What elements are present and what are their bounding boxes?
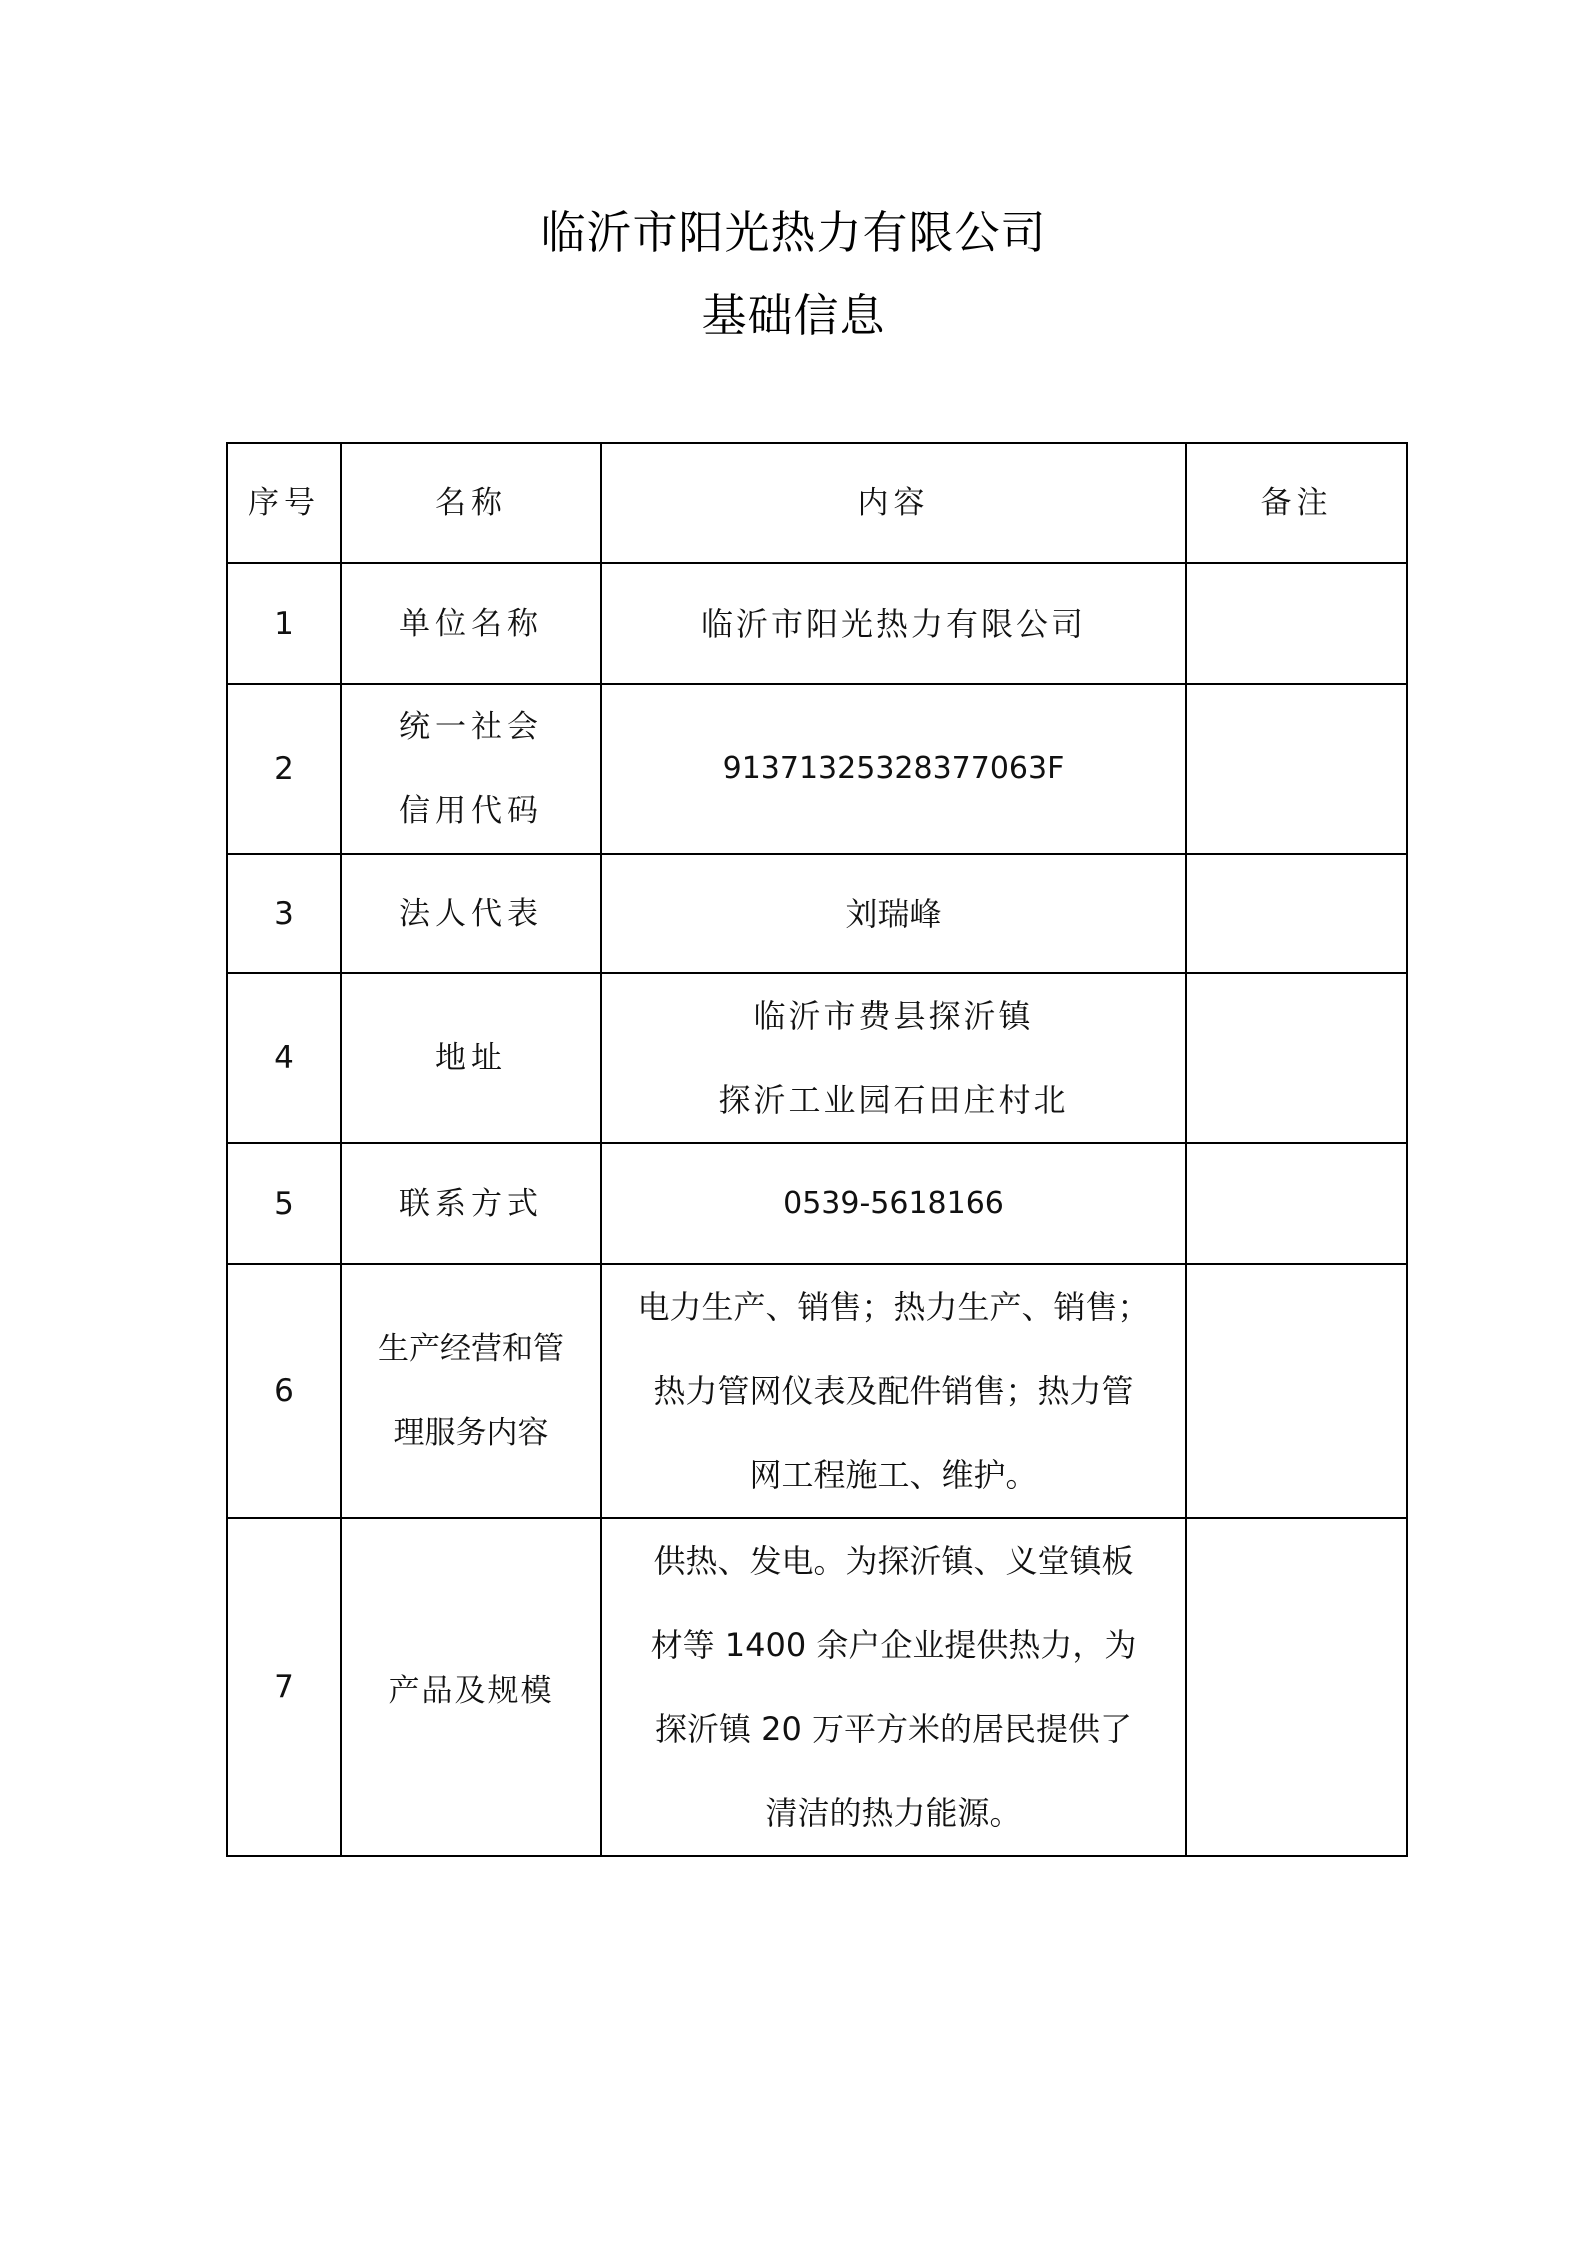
table-row [227,1143,1407,1264]
row-index: 6 [227,1264,341,1518]
table-row [227,1264,1407,1518]
row-name: 单位名称 [341,563,601,684]
table-row [227,684,1407,854]
header-index: 序号 [227,443,341,563]
basic-info-table [226,442,1408,1857]
row-name: 生产经营和管 理服务内容 [341,1264,601,1518]
row-index: 5 [227,1143,341,1264]
row-index: 4 [227,973,341,1143]
row-name: 联系方式 [341,1143,601,1264]
address-line-2: 探沂工业园石田庄村北 [718,1081,1069,1119]
row-content: 电力生产、销售；热力生产、销售； 热力管网仪表及配件销售；热力管 网工程施工、维护。 [601,1264,1186,1518]
table-row [227,1518,1407,1856]
row-remark [1186,973,1407,1143]
header-name: 名称 [341,443,601,563]
document-subtitle: 基础信息 [701,289,886,342]
company-title: 临沂市阳光热力有限公司 [540,206,1047,259]
row-name: 统一社会 信用代码 [341,684,601,854]
row-remark [1186,1264,1407,1518]
row-remark [1186,1143,1407,1264]
legal-representative: 刘瑞峰 [845,894,942,933]
header-content: 内容 [601,443,1186,563]
row-remark [1186,684,1407,854]
address-line-1: 临沂市费县探沂镇 [753,997,1034,1035]
table-row [227,973,1407,1143]
row-content [601,1143,1186,1264]
row-remark [1186,854,1407,973]
row-content [601,973,1186,1143]
row-content: 供热、发电。为探沂镇、义堂镇板 材等 1400 余户企业提供热力，为 探沂镇 20 万平方米的居民提供了 清洁的热力能源。 [601,1518,1186,1856]
phone-number: 0539-5618166 [783,1185,1004,1221]
table-row [227,854,1407,973]
row-content: 临沂市阳光热力有限公司 [601,563,1186,684]
table-row [227,563,1407,684]
row-remark [1186,1518,1407,1856]
row-content [601,684,1186,854]
row-index: 1 [227,563,341,684]
header-remark: 备注 [1186,443,1407,563]
row-index: 7 [227,1518,341,1856]
row-name: 产品及规模 [341,1518,601,1856]
credit-code: 91371325328377063F [722,751,1065,786]
row-name: 地址 [341,973,601,1143]
row-content [601,854,1186,973]
row-index: 2 [227,684,341,854]
table-header-row [227,443,1407,563]
row-remark [1186,563,1407,684]
row-index: 3 [227,854,341,973]
row-name: 法人代表 [341,854,601,973]
